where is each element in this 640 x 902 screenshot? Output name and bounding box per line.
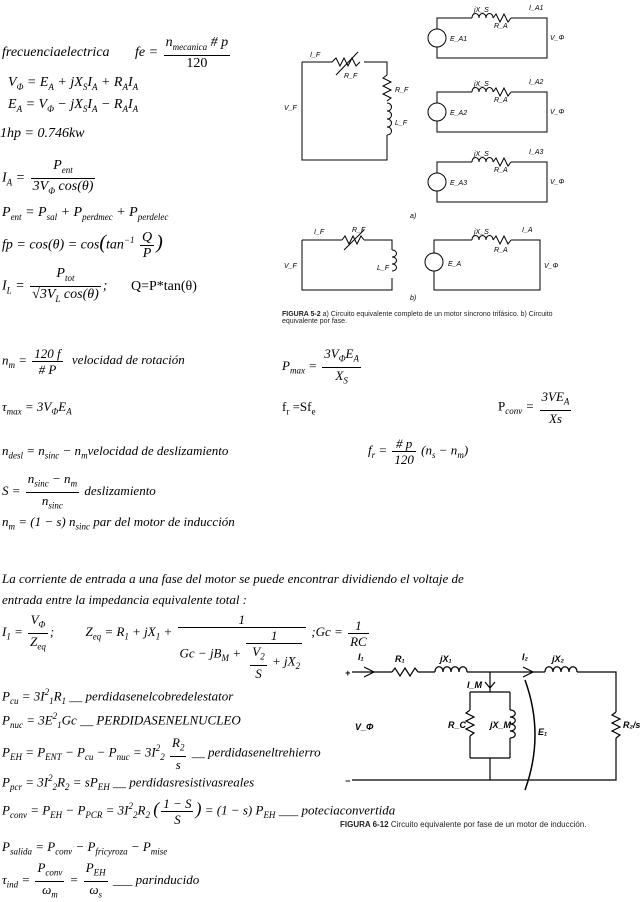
eq-pnuc: $P_{nuc} = 3E^2_1Gc$ __ PERDIDASENELNUCLEO: [2, 711, 241, 730]
eq-nm-rotation: $n_m$ = $\frac{120 f}{\# P}$ velocidad de rotación: [2, 346, 185, 377]
rc-resistor: [466, 710, 474, 736]
label-ea2: E_A2: [450, 110, 468, 117]
label-i2: I₂: [522, 652, 528, 662]
label-if-b: I_F: [314, 229, 325, 236]
label-vphi-b: V_Φ: [544, 263, 559, 270]
label-ra-b: R_A: [494, 247, 508, 254]
label-jxs-2: jX_S: [474, 81, 489, 88]
eq-frecuencia-electrica: frecuenciaelectrica fe = $\frac{n_{mecanica} \# p}{120}$: [2, 35, 229, 71]
eq-tau-ind: $\tau_{ind}$ = $\frac{P_{conv}}{\omega_m}$ = $\frac{P_{EH}}{\omega_s}$ ___ parinducido: [2, 860, 200, 900]
label-ra-2: R_A: [494, 97, 508, 104]
figure-5-2-circuit: [282, 0, 640, 332]
phase-2: [428, 88, 547, 133]
label-vphi-1: V_Φ: [550, 35, 565, 42]
figure-6-12-circuit: [340, 640, 640, 815]
paragraph-input-current: La corriente de entrada a una fase del motor se puede encontrar dividiendo el voltaje de entrada entre la impedancia equivalente total :: [2, 571, 464, 607]
label-ia2: I_A2: [529, 79, 544, 86]
eq-ia: $I_A$ = $\frac{P_{ent}}{3V_\Phi \cos(\theta)}$: [2, 158, 94, 196]
label-i1: I₁: [358, 652, 364, 662]
label-ea1: E_A1: [450, 36, 468, 43]
label-vf-b: V_F: [284, 263, 297, 270]
label-vphi-3: V_Φ: [550, 179, 565, 186]
label-plus: +: [345, 668, 351, 678]
phase-3: [428, 158, 547, 203]
eq-hp: 1hp = 0.746kw: [0, 126, 85, 141]
label-ea3: E_A3: [450, 180, 468, 187]
eq-fr-sfe: $f_r =Sf_e$: [282, 399, 316, 417]
figure-5-2-caption: FIGURA 5-2 a) Circuito equivalente completo de un motor síncrono trifásico. b) Circuito equivalente por fase.: [282, 311, 553, 325]
eq-peh: $P_{EH} = P_{ENT} - P_{cu} - P_{nuc} = 3I^2_2$ $\frac{R_2}{s}$ __ perdidaseneltrehierro: [2, 735, 321, 772]
label-ia3: I_A3: [529, 149, 544, 156]
ea-source-b: [425, 253, 443, 271]
eq-ppcr: $P_{pcr} = 3I^2_2R_2 = sP_{EH}$ __ perdidasresistivasreales: [2, 773, 255, 792]
label-r1: R₁: [395, 654, 405, 664]
eq-tau-max: $\tau_{max} = 3V_\Phi E_A$: [2, 399, 72, 417]
label-rf-coil: R_F: [395, 87, 409, 94]
label-vf: V_F: [284, 105, 297, 112]
eq-pconv: $P_{conv}$ = $\frac{3VE_A}{Xs}$: [498, 389, 570, 426]
rf-resistor-b: [342, 236, 364, 244]
label-a: a): [410, 213, 417, 220]
label-ra-1: R_A: [494, 23, 508, 30]
eq-pconv-full: $P_{conv} = P_{EH} - P_{PCR} = 3I^2_2R_2$ ( $\frac{1 - S}{S}$ ) = (1 − s) $P_{EH}$ ___ poteciaconvertida: [2, 796, 396, 827]
label-ia1: I_A1: [529, 5, 544, 12]
label-vphi: V_Φ: [355, 722, 374, 732]
rf-coil-resistor: [383, 75, 391, 101]
label-r2s: R₂/s: [623, 720, 640, 730]
label-ia-b: I_A: [522, 227, 533, 234]
figure-6-12-caption: FIGURA 6-12 Circuito equivalente por fase de un motor de inducción.: [340, 820, 587, 829]
label-minus: −: [345, 776, 351, 786]
eq-i1-zeq: $I_1$ = $\frac{V_\Phi}{Z_{eq}}$ ; $Z_{eq} = R_1 + jX_1$ + 1 $Gc - jB_M$ + 1 $\frac{V_2}{S}$ + $jX_2$ ;Gc = $\frac{1}{RC}$: [2, 612, 367, 681]
eq-ndesl: $n_{desl} = n_{sinc}$ − $n_mvelocidad$ de deslizamiento: [2, 443, 229, 461]
eq-pmax: $P_{max}$ = $\frac{3V_\Phi E_A}{X_S}$: [282, 346, 359, 386]
eq-ea: $E_A = V_\Phi - jX_SI_A - R_AI_A$: [8, 97, 139, 114]
e1-bracket: [525, 680, 535, 790]
jx1-inductor: [435, 667, 467, 672]
label-im: I_M: [467, 680, 483, 690]
label-b: b): [410, 295, 417, 302]
phase-1: [428, 14, 547, 59]
label-vphi-2: V_Φ: [550, 109, 565, 116]
label-jxs-3: jX_S: [474, 151, 489, 158]
label-jxs-b: jX_S: [474, 229, 489, 236]
eq-fp: fp = $\cos(\theta) = \cos(\tan^{-1}$ $\frac{Q}{P}$ ): [2, 230, 163, 261]
label-ra-3: R_A: [494, 167, 508, 174]
lf-inductor: [387, 103, 392, 135]
label-rf: R_F: [344, 73, 358, 80]
label-jxm: jX_M: [490, 720, 512, 730]
label-lf: L_F: [395, 120, 408, 127]
eq-pcu: $P_{cu} = 3I^2_1R_1$ __ perdidasenelcobredelestator: [2, 687, 234, 706]
label-rc: R_C: [448, 720, 467, 730]
eq-il: $I_L$ = $\frac{P_{tot}}{√3V_L \cos(\theta)}$ ; Q=P*tan(θ): [2, 266, 197, 304]
label-ea-b: E_A: [448, 261, 462, 268]
lf-inductor-b: [392, 250, 397, 271]
label-jx1: jX₁: [440, 654, 452, 664]
label-jxs-1: jX_S: [474, 7, 489, 14]
eq-psalida: $P_{salida} = P_{conv} - P_{fricyroza} - P_{mise}$: [2, 839, 168, 857]
r2s-resistor: [612, 712, 620, 738]
label-if: I_F: [310, 52, 321, 59]
jx2-inductor: [545, 667, 577, 672]
label-e1: E₁: [538, 727, 548, 737]
eq-fr: $f_r$ = $\frac{\# p}{120}$ $(n_s - n_m)$: [368, 436, 469, 467]
label-rf-b: R_F: [352, 227, 366, 234]
label-jx2: jX₂: [552, 654, 564, 664]
eq-v-phi: $V_\Phi = E_A + jX_SI_A + R_AI_A$: [8, 75, 139, 92]
eq-nm-induction: $n_m = (1 - s)$ $n_{sinc}$ par del motor de inducción: [2, 514, 235, 532]
eq-pent: $P_{ent} = P_{sal} + P_{perdmec} + P_{perdelec}$: [2, 205, 169, 222]
r1-resistor: [392, 668, 418, 676]
eq-slip: S = $\frac{n_{sinc} - n_m}{n_{sinc}}$ deslizamiento: [2, 471, 156, 511]
label-lf-b: L_F: [377, 265, 390, 272]
